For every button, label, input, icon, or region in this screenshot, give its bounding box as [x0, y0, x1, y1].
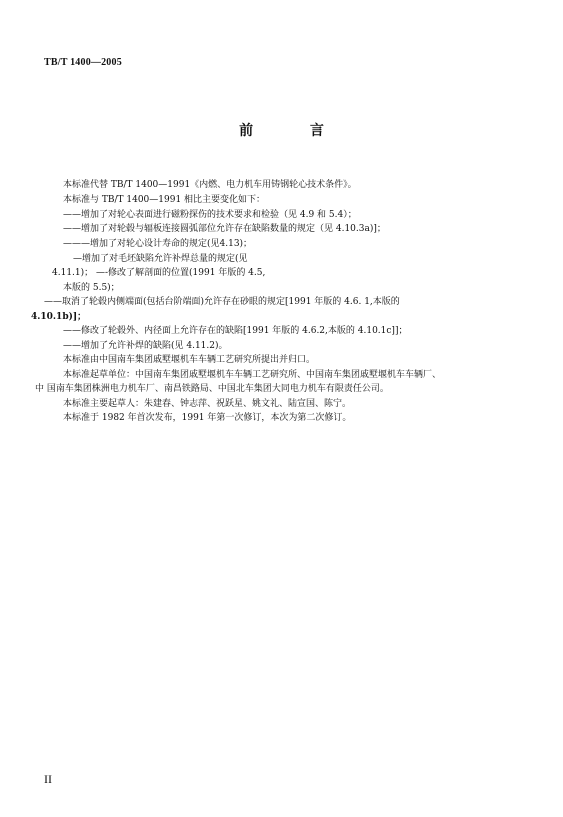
body-line: 本标准起草单位：中国南车集团戚墅堰机车车辆工艺研究所、中国南车集团戚墅堰机车车辆厂、 — [63, 370, 442, 380]
body-line: 本标准与 TB/T 1400—1991 相比主要变化如下： — [63, 195, 266, 205]
body-line: 本标准于 1982 年首次发布，1991 年第一次修订，本次为第二次修订。 — [63, 413, 352, 423]
page-title: 前 言 — [239, 123, 350, 139]
body-line: 4.11.1)； —-修改了解剖面的位置(1991 年版的 4.5, — [52, 268, 266, 278]
body-line: 中 国南车集团株洲电力机车厂、南昌铁路局、中国北车集团大同电力机车有限责任公司。 — [35, 384, 389, 394]
body-line: ——修改了轮毂外、内径面上允许存在的缺陷[1991 年版的 4.6.2,本版的 4.10.1c]]； — [63, 326, 408, 336]
page-number: II — [44, 772, 52, 786]
body-line: 4.10.1b)]； — [31, 312, 87, 322]
body-line: 本版的 5.5)； — [63, 283, 120, 293]
body-line: ——取消了轮毂内侧端面(包括台阶端面)允许存在砂眼的规定[1991 年版的 4.6. 1,本版的 — [44, 297, 400, 307]
body-line: 本标准代替 TB/T 1400—1991《内燃、电力机车用铸钢轮心技术条件》。 — [63, 180, 357, 190]
body-line: 本标准由中国南车集团戚墅堰机车车辆工艺研究所提出并归口。 — [63, 355, 316, 365]
body-line: ——增加了对轮心表面进行磁粉探伤的技术要求和检验（见 4.9 和 5.4）； — [63, 210, 357, 220]
body-line: ——增加了对轮毂与辐板连接圆弧部位允许存在缺陷数量的规定（见 4.10.3a)]； — [63, 224, 386, 234]
body-line: ———增加了对轮心设计寿命的规定(见4.13)； — [63, 239, 253, 249]
body-line: ——增加了允许补焊的缺陷(见 4.11.2)。 — [63, 341, 228, 351]
body-line: 本标准主要起草人：朱建春、钟志萍、祝跃星、姚文礼、陆宣国、陈宁。 — [63, 399, 352, 409]
body-line: —增加了对毛坯缺陷允许补焊总量的规定(见 — [73, 254, 248, 264]
standard-code: TB/T 1400—2005 — [44, 57, 122, 68]
